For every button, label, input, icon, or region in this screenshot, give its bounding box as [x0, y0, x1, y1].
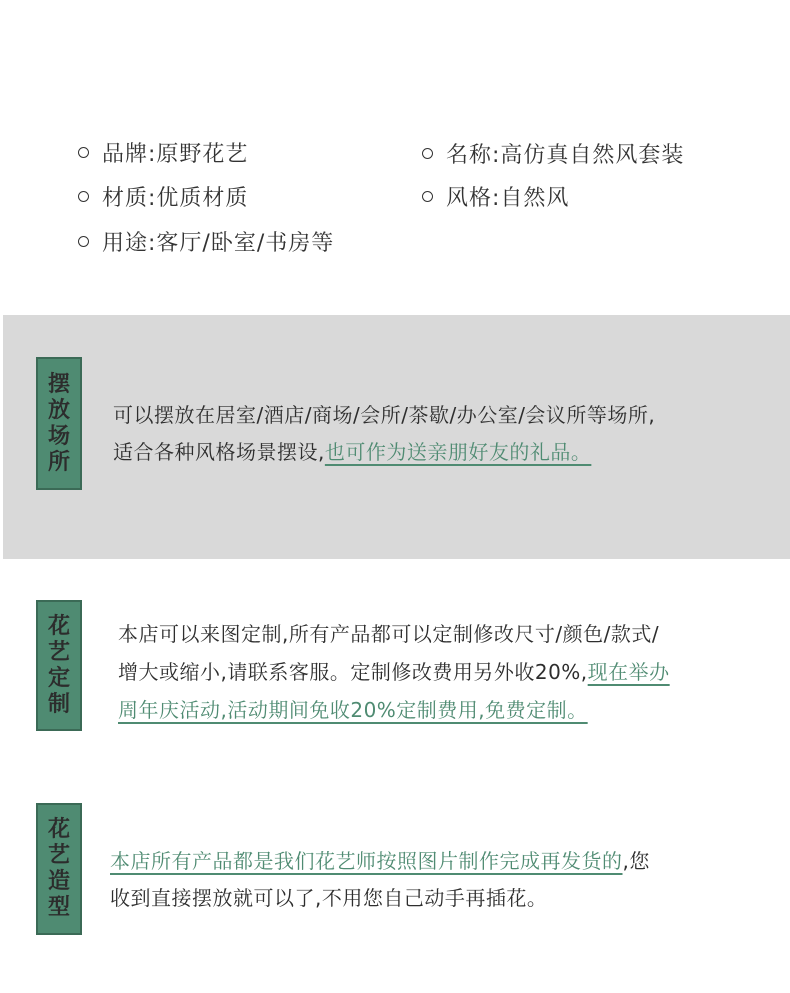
design-tag-text: 花艺造型 [47, 817, 70, 920]
circle-bullet-icon [422, 148, 433, 159]
spec-name-text: 名称:高仿真自然风套装 [446, 143, 685, 168]
circle-bullet-icon [422, 191, 433, 202]
spec-material [78, 181, 248, 212]
placement-tag [36, 357, 82, 490]
circle-bullet-icon [78, 147, 89, 158]
placement-tag-text: 摆放场所 [47, 371, 70, 475]
spec-style-text: 风格:自然风 [446, 186, 570, 211]
custom-line-1: 本店可以来图定制,所有产品都可以定制修改尺寸/颜色/款式/ [118, 622, 660, 646]
placement-line-2 [113, 434, 655, 471]
design-tag [36, 803, 82, 935]
spec-name [422, 138, 684, 169]
custom-tag [36, 600, 82, 731]
placement-gift-highlight: 也可作为送亲朋好友的礼品。 [324, 440, 592, 464]
custom-tag-text: 花艺定制 [47, 613, 70, 717]
spec-brand [78, 137, 248, 168]
custom-line-2-text: 增大或缩小,请联系客服。定制修改费用另外收20%, [118, 660, 588, 684]
spec-material-text: 材质:优质材质 [102, 186, 249, 211]
placement-line-2-text: 适合各种风格场景摆设, [113, 440, 325, 464]
circle-bullet-icon [78, 191, 89, 202]
design-description [110, 843, 650, 917]
spec-brand-text: 品牌:原野花艺 [102, 142, 249, 167]
placement-description [113, 397, 655, 471]
custom-line-3-highlight: 周年庆活动,活动期间免收20%定制费用,免费定制。 [118, 698, 588, 722]
placement-line-1: 可以摆放在居室/酒店/商场/会所/茶歇/办公室/会议所等场所, [113, 403, 656, 427]
custom-description [118, 615, 670, 729]
design-line-1 [110, 843, 650, 880]
spec-usage-text: 用途:客厅/卧室/书房等 [102, 231, 335, 256]
spec-usage [78, 226, 334, 257]
spec-style [422, 181, 569, 212]
design-craft-highlight: 本店所有产品都是我们花艺师按照图片制作完成再发货的 [110, 849, 623, 873]
product-specs [0, 0, 790, 300]
design-line-2: 收到直接摆放就可以了,不用您自己动手再插花。 [110, 886, 548, 910]
custom-promo-highlight: 现在举办 [587, 660, 670, 684]
design-line-1-text: ,您 [622, 849, 650, 873]
circle-bullet-icon [78, 236, 89, 247]
custom-line-2 [118, 653, 670, 691]
